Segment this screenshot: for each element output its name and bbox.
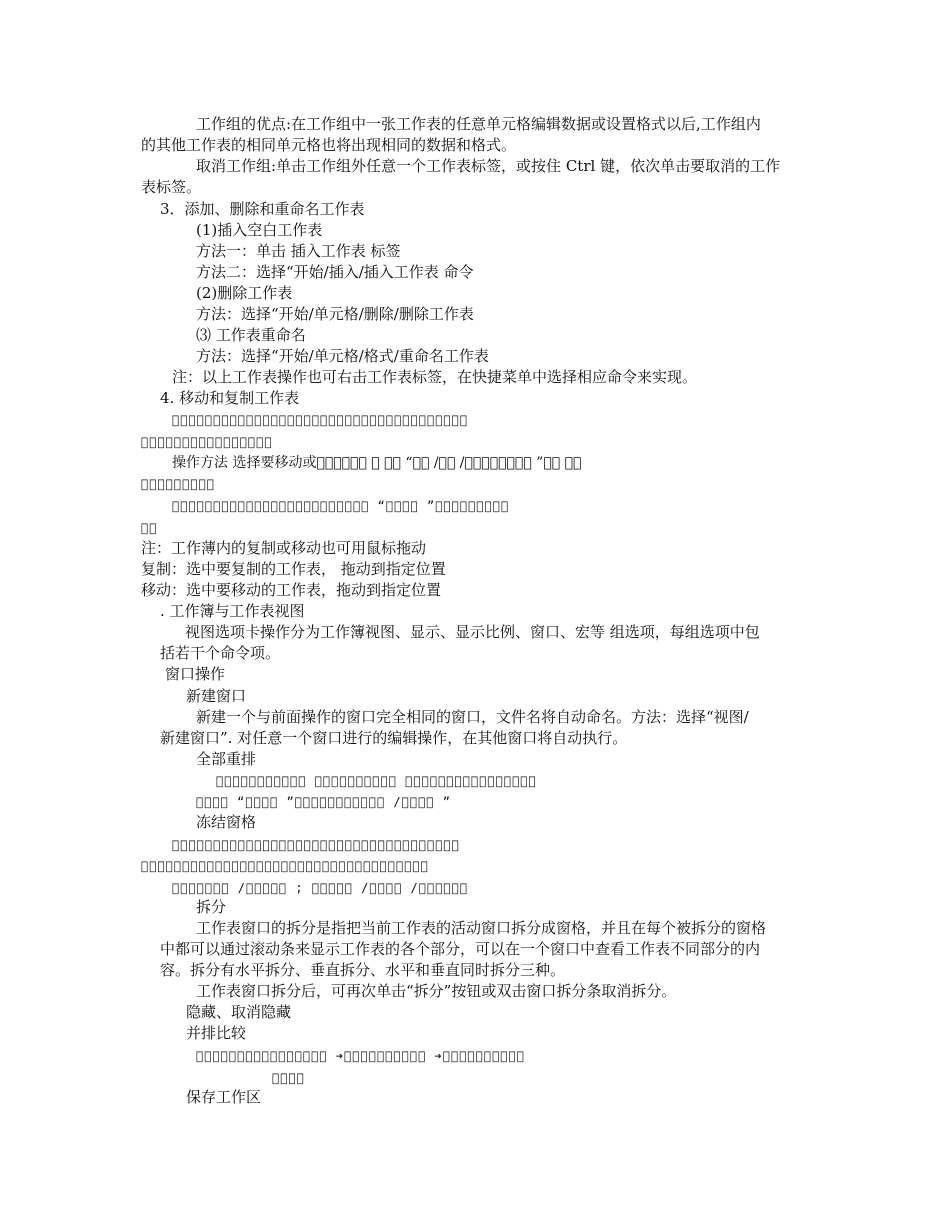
paragraph-line: (2)删除工作表 — [196, 284, 293, 302]
paragraph-line: 中都可以通过滚动条来显示工作表的各个部分，可以在一个窗口中查看工作表不同部分的内 — [160, 940, 761, 958]
garbled-line: 􀀀􀀀􀀀􀀀􀀀􀀀􀀀􀀀􀀀􀀀􀀀􀀀􀀀􀀀􀀀􀀀􀀀􀀀􀀀􀀀􀀀􀀀􀀀􀀀 “􀀀􀀀􀀀􀀀 ”􀀀􀀀􀀀􀀀􀀀􀀀􀀀􀀀􀀀 — [172, 499, 510, 513]
garbled-line: 􀀀􀀀􀀀􀀀􀀀􀀀􀀀􀀀􀀀􀀀􀀀 􀀀􀀀􀀀􀀀􀀀􀀀􀀀􀀀􀀀􀀀 􀀀􀀀􀀀􀀀􀀀􀀀􀀀􀀀􀀀􀀀􀀀􀀀􀀀􀀀􀀀􀀀 — [216, 774, 537, 788]
paragraph-line: 表标签。 — [141, 178, 202, 196]
paragraph-line: 工作表窗口的拆分是指把当前工作表的活动窗口拆分成窗格，并且在每个被拆分的窗格 — [196, 919, 767, 937]
subheading: 全部重排 — [196, 750, 257, 768]
subheading: 拆分 — [196, 898, 227, 916]
section-heading: . 工作簿与工作表视图 — [160, 602, 305, 620]
garbled-line: 􀀀􀀀􀀀􀀀􀀀􀀀􀀀􀀀􀀀􀀀􀀀􀀀􀀀􀀀􀀀􀀀􀀀􀀀􀀀􀀀􀀀􀀀􀀀􀀀􀀀􀀀􀀀􀀀􀀀􀀀􀀀􀀀􀀀􀀀􀀀 — [172, 838, 460, 852]
garbled-line: 􀀀􀀀􀀀􀀀􀀀􀀀􀀀􀀀􀀀􀀀􀀀􀀀􀀀􀀀􀀀􀀀􀀀􀀀􀀀􀀀􀀀􀀀􀀀􀀀􀀀􀀀􀀀􀀀􀀀􀀀􀀀􀀀􀀀􀀀􀀀 — [141, 859, 429, 873]
note-line: 注：以上工作表操作也可右击工作表标签，在快捷菜单中选择相应命令来实现。 — [172, 368, 698, 386]
garbled-line: 􀀀􀀀􀀀􀀀 — [272, 1071, 305, 1085]
subheading: 并排比较 — [186, 1024, 247, 1042]
section-heading: 4. 移动和复制工作表 — [160, 389, 300, 407]
garbled-line: 􀀀􀀀􀀀􀀀 “􀀀􀀀􀀀􀀀 ”􀀀􀀀􀀀􀀀􀀀􀀀􀀀􀀀􀀀􀀀􀀀 /􀀀􀀀􀀀􀀀 ” — [196, 795, 451, 809]
garbled-line: 􀀀􀀀 — [141, 521, 158, 535]
paragraph-line: 新建窗口”. 对任意一个窗口进行的编辑操作，在其他窗口将自动执行。 — [160, 729, 628, 747]
garbled-line: 操作方法 选择要移动或􀀀􀀀􀀀􀀀􀀀􀀀 ➔ 􀀀􀀀 “􀀀􀀀 /􀀀􀀀 /􀀀􀀀􀀀􀀀􀀀􀀀􀀀􀀀 ”􀀀􀀀 ➔􀀀 — [172, 455, 582, 471]
paragraph-line: 移动：选中要移动的工作表，拖动到指定位置 — [141, 581, 442, 599]
garbled-line: 􀀀􀀀􀀀􀀀􀀀􀀀􀀀􀀀􀀀􀀀􀀀􀀀􀀀􀀀􀀀􀀀 ➔􀀀􀀀􀀀􀀀􀀀􀀀􀀀􀀀􀀀􀀀 ➔􀀀􀀀􀀀􀀀􀀀􀀀􀀀􀀀􀀀􀀀 — [196, 1049, 525, 1063]
section-heading: 3．添加、删除和重命名工作表 — [160, 200, 365, 218]
garbled-line: 􀀀􀀀􀀀􀀀􀀀􀀀􀀀􀀀􀀀 — [141, 477, 216, 491]
paragraph-line: 视图选项卡操作分为工作簿视图、显示、显示比例、窗口、宏等 组选项，每组选项中包 — [185, 623, 760, 641]
paragraph-line: 方法二：选择“开始/插入/插入工作表 命令 — [196, 263, 474, 281]
subheading: 隐藏、取消隐藏 — [186, 1003, 292, 1021]
garbled-line: 􀀀􀀀􀀀􀀀􀀀􀀀􀀀 /􀀀􀀀􀀀􀀀􀀀 ; 􀀀􀀀􀀀􀀀􀀀 /􀀀􀀀􀀀􀀀 /􀀀􀀀􀀀􀀀􀀀􀀀 — [172, 881, 469, 895]
paragraph-line: 工作组的优点:在工作组中一张工作表的任意单元格编辑数据或设置格式以后,工作组内 — [196, 115, 761, 133]
paragraph-line: 取消工作组:单击工作组外任意一个工作表标签，或按住 Ctrl 键，依次单击要取消的工作 — [196, 157, 781, 175]
subheading: 窗口操作 — [165, 665, 226, 683]
paragraph-line: 复制：选中要复制的工作表， 拖动到指定位置 — [141, 560, 446, 578]
paragraph-line: 容。拆分有水平拆分、垂直拆分、水平和垂直同时拆分三种。 — [160, 961, 566, 979]
paragraph-line: (1)插入空白工作表 — [196, 221, 323, 239]
paragraph-line: 新建一个与前面操作的窗口完全相同的窗口，文件名将自动命名。方法：选择“视图/ — [196, 708, 749, 726]
paragraph-line: 括若干个命令项。 — [160, 644, 281, 662]
garbled-line: 􀀀􀀀􀀀􀀀􀀀􀀀􀀀􀀀􀀀􀀀􀀀􀀀􀀀􀀀􀀀􀀀􀀀􀀀􀀀􀀀􀀀􀀀􀀀􀀀􀀀􀀀􀀀􀀀􀀀􀀀􀀀􀀀􀀀􀀀􀀀􀀀 — [172, 413, 469, 427]
garbled-line: 􀀀􀀀􀀀􀀀􀀀􀀀􀀀􀀀􀀀􀀀􀀀􀀀􀀀􀀀􀀀􀀀 — [141, 435, 273, 449]
subheading: 冻结窗格 — [196, 813, 257, 831]
note-line: 注：工作薄内的复制或移动也可用鼠标拖动 — [141, 539, 427, 557]
paragraph-line: 方法一：单击 插入工作表 标签 — [196, 242, 401, 260]
paragraph-line: 的其他工作表的相同单元格也将出现相同的数据和格式。 — [141, 136, 517, 154]
paragraph-line: 方法：选择“开始/单元格/格式/重命名工作表 — [196, 347, 489, 365]
paragraph-line: ⑶ 工作表重命名 — [196, 326, 306, 344]
paragraph-line: 工作表窗口拆分后，可再次单击“拆分”按钮或双击窗口拆分条取消拆分。 — [196, 982, 677, 1000]
subheading: 保存工作区 — [186, 1088, 262, 1106]
subheading: 新建窗口 — [186, 687, 247, 705]
paragraph-line: 方法：选择“开始/单元格/删除/删除工作表 — [196, 305, 474, 323]
